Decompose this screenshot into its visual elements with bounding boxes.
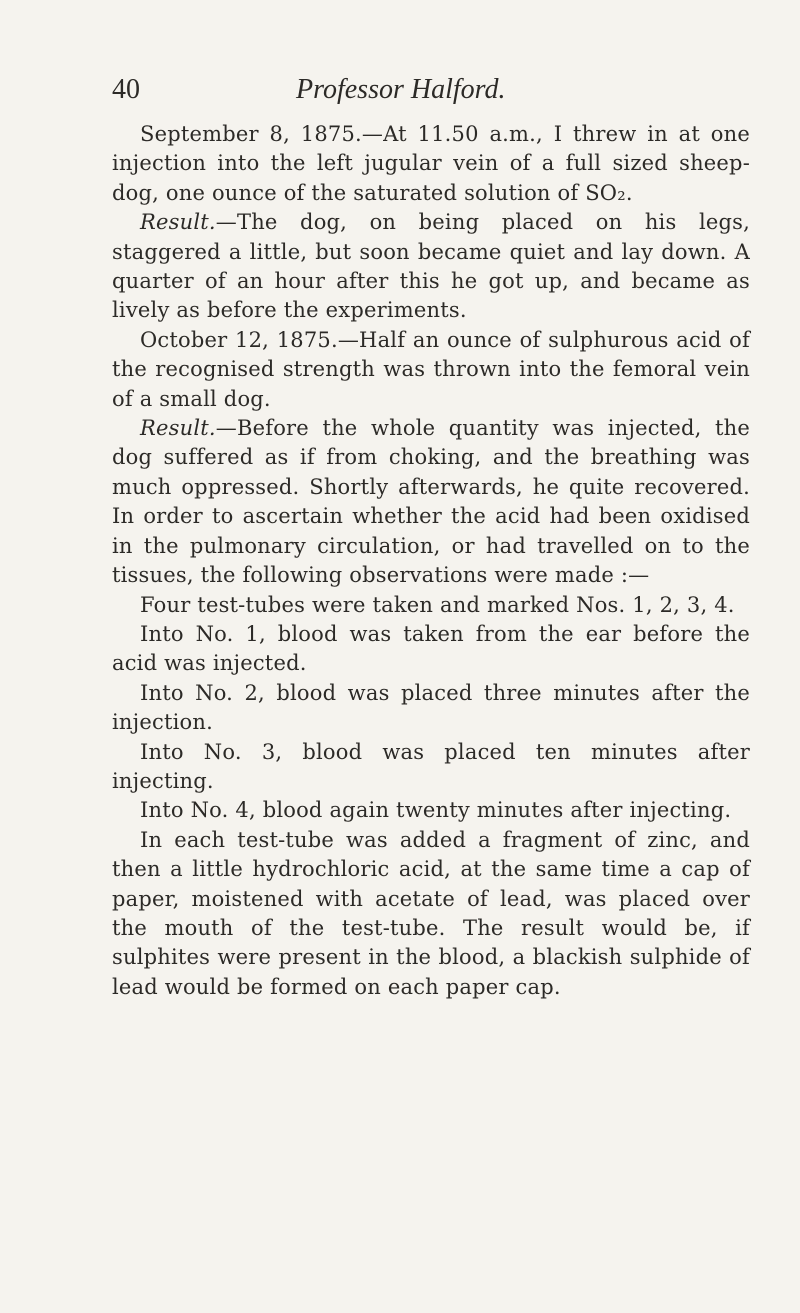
paragraph-october-experiment: October 12, 1875.—Half an ounce of sulphurous acid of the recognised strength was thrown into the femoral vein of a small dog. (112, 327, 750, 411)
paragraph-tube-4: Into No. 4, blood again twenty minutes after injecting. (140, 798, 732, 823)
paragraph-method: In each test-tube was added a fragment of zinc, and then a little hydrochloric acid, at the same time a cap of paper, moistened with acetate of lead, was placed over the mouth of the test-tube. The result would be, if sulphites were present in the blood, a blackish sulphide of lead would be formed on each paper cap. (112, 827, 750, 999)
paragraph-tube-3: Into No. 3, blood was placed ten minutes after injecting. (112, 739, 750, 793)
paragraph-result-1 (112, 208, 750, 326)
paragraph-test-tubes: Four test-tubes were taken and marked Nos. 1, 2, 3, 4. (140, 592, 735, 617)
page-number: 40 (112, 74, 140, 105)
result-text: —Before the whole quantity was injected, the dog suffered as if from choking, and the breathing was much oppressed. Shortly afterwards, he quite recovered. In order to ascertain whether the acid had been oxidised in the pulmonary circulation, or had travelled on to the tissues, the following observations were made :— (112, 416, 750, 588)
result-label: Result. (140, 210, 216, 235)
running-head: Professor Halford. (296, 74, 506, 105)
result-label: Result. (140, 416, 216, 441)
paragraph-tube-2: Into No. 2, blood was placed three minutes after the injection. (112, 680, 750, 735)
paragraph-result-2 (112, 414, 750, 590)
result-text: —The dog, on being placed on his legs, staggered a little, but soon became quiet and lay down. A quarter of an hour after this he got up, and became as lively as before the experiments. (112, 210, 750, 323)
body-text (112, 120, 750, 1002)
page-header (112, 74, 752, 114)
paragraph-tube-1: Into No. 1, blood was taken from the ear before the acid was injected. (112, 621, 750, 676)
paragraph-september-experiment: September 8, 1875.—At 11.50 a.m., I threw in at one injection into the left jugular vein of a full sized sheep-dog, one ounce of the saturated solution of SO₂. (112, 122, 750, 205)
